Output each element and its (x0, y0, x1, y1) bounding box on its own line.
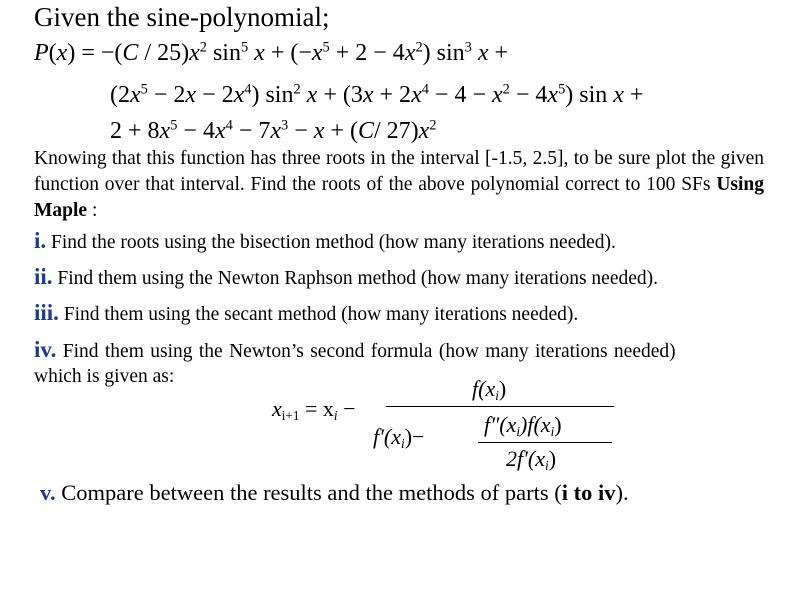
item-number: iv. (34, 337, 57, 362)
intro-bold: Using Maple (34, 174, 764, 221)
formula-lhs: $x_{i+1} = x_i$ − (272, 396, 356, 423)
final-item: v. Compare between the results and the methods of parts (i to iv). (40, 480, 629, 505)
intro-paragraph (34, 146, 764, 224)
item-text: Find them using the Newton Raphson method (how many iterations needed). (52, 268, 659, 289)
formula-denominator-left: $f'(x_i)-$ (373, 424, 425, 451)
formula-numerator: $f(x_i)$ (472, 376, 507, 403)
list-item (34, 300, 578, 326)
item-text: Find them using the Newton’s second formula (how many iterations needed) (56, 341, 676, 362)
page-title: Given the sine-polynomial; (34, 2, 330, 32)
list-item (34, 366, 174, 388)
item-number: iii. (34, 300, 59, 325)
item-number: i. (34, 228, 47, 253)
list-item (34, 228, 616, 254)
equation-line-3: $2 + 8x^5 - 4x^4 - 7x^3 - x + (C/$ $27)x^2$ (110, 117, 437, 144)
formula-inner-numerator: $f''(x_i)f(x_i)$ (484, 412, 562, 439)
equation-line-2: $(2x^5 - 2x - 2x^4)$ $\sin^2 x + (3x + 2x^4 - 4 - x^2 - 4x^5)$ sin x + (110, 81, 644, 108)
item-text: Find the roots using the bisection method (how many iterations needed). (46, 232, 616, 253)
item-text: Find them using the secant method (how many iterations needed). (58, 304, 579, 325)
formula-inner-denominator: $2f'(x_i)$ (506, 446, 557, 473)
intro-tail: : (87, 200, 98, 221)
item-text: which is given as: (34, 366, 175, 387)
inner-fraction-bar (478, 442, 612, 443)
intro-text: Knowing that this function has three roots in the interval [-1.5, 2.5], to be sure plot the given function over that interval. Find the roots of the above polynomial correct to 100 SFs (34, 148, 764, 195)
list-item (34, 264, 658, 290)
item-number: v. (40, 480, 56, 505)
equation-line-1: $P(x) = -(C / 25)x^2$ $\sin^5 x + (-x^5 + 2 - 4x^2)$ $\sin^3 x$ + (34, 39, 509, 66)
item-number: ii. (34, 264, 53, 289)
list-item (34, 337, 676, 363)
main-fraction-bar (386, 406, 614, 407)
